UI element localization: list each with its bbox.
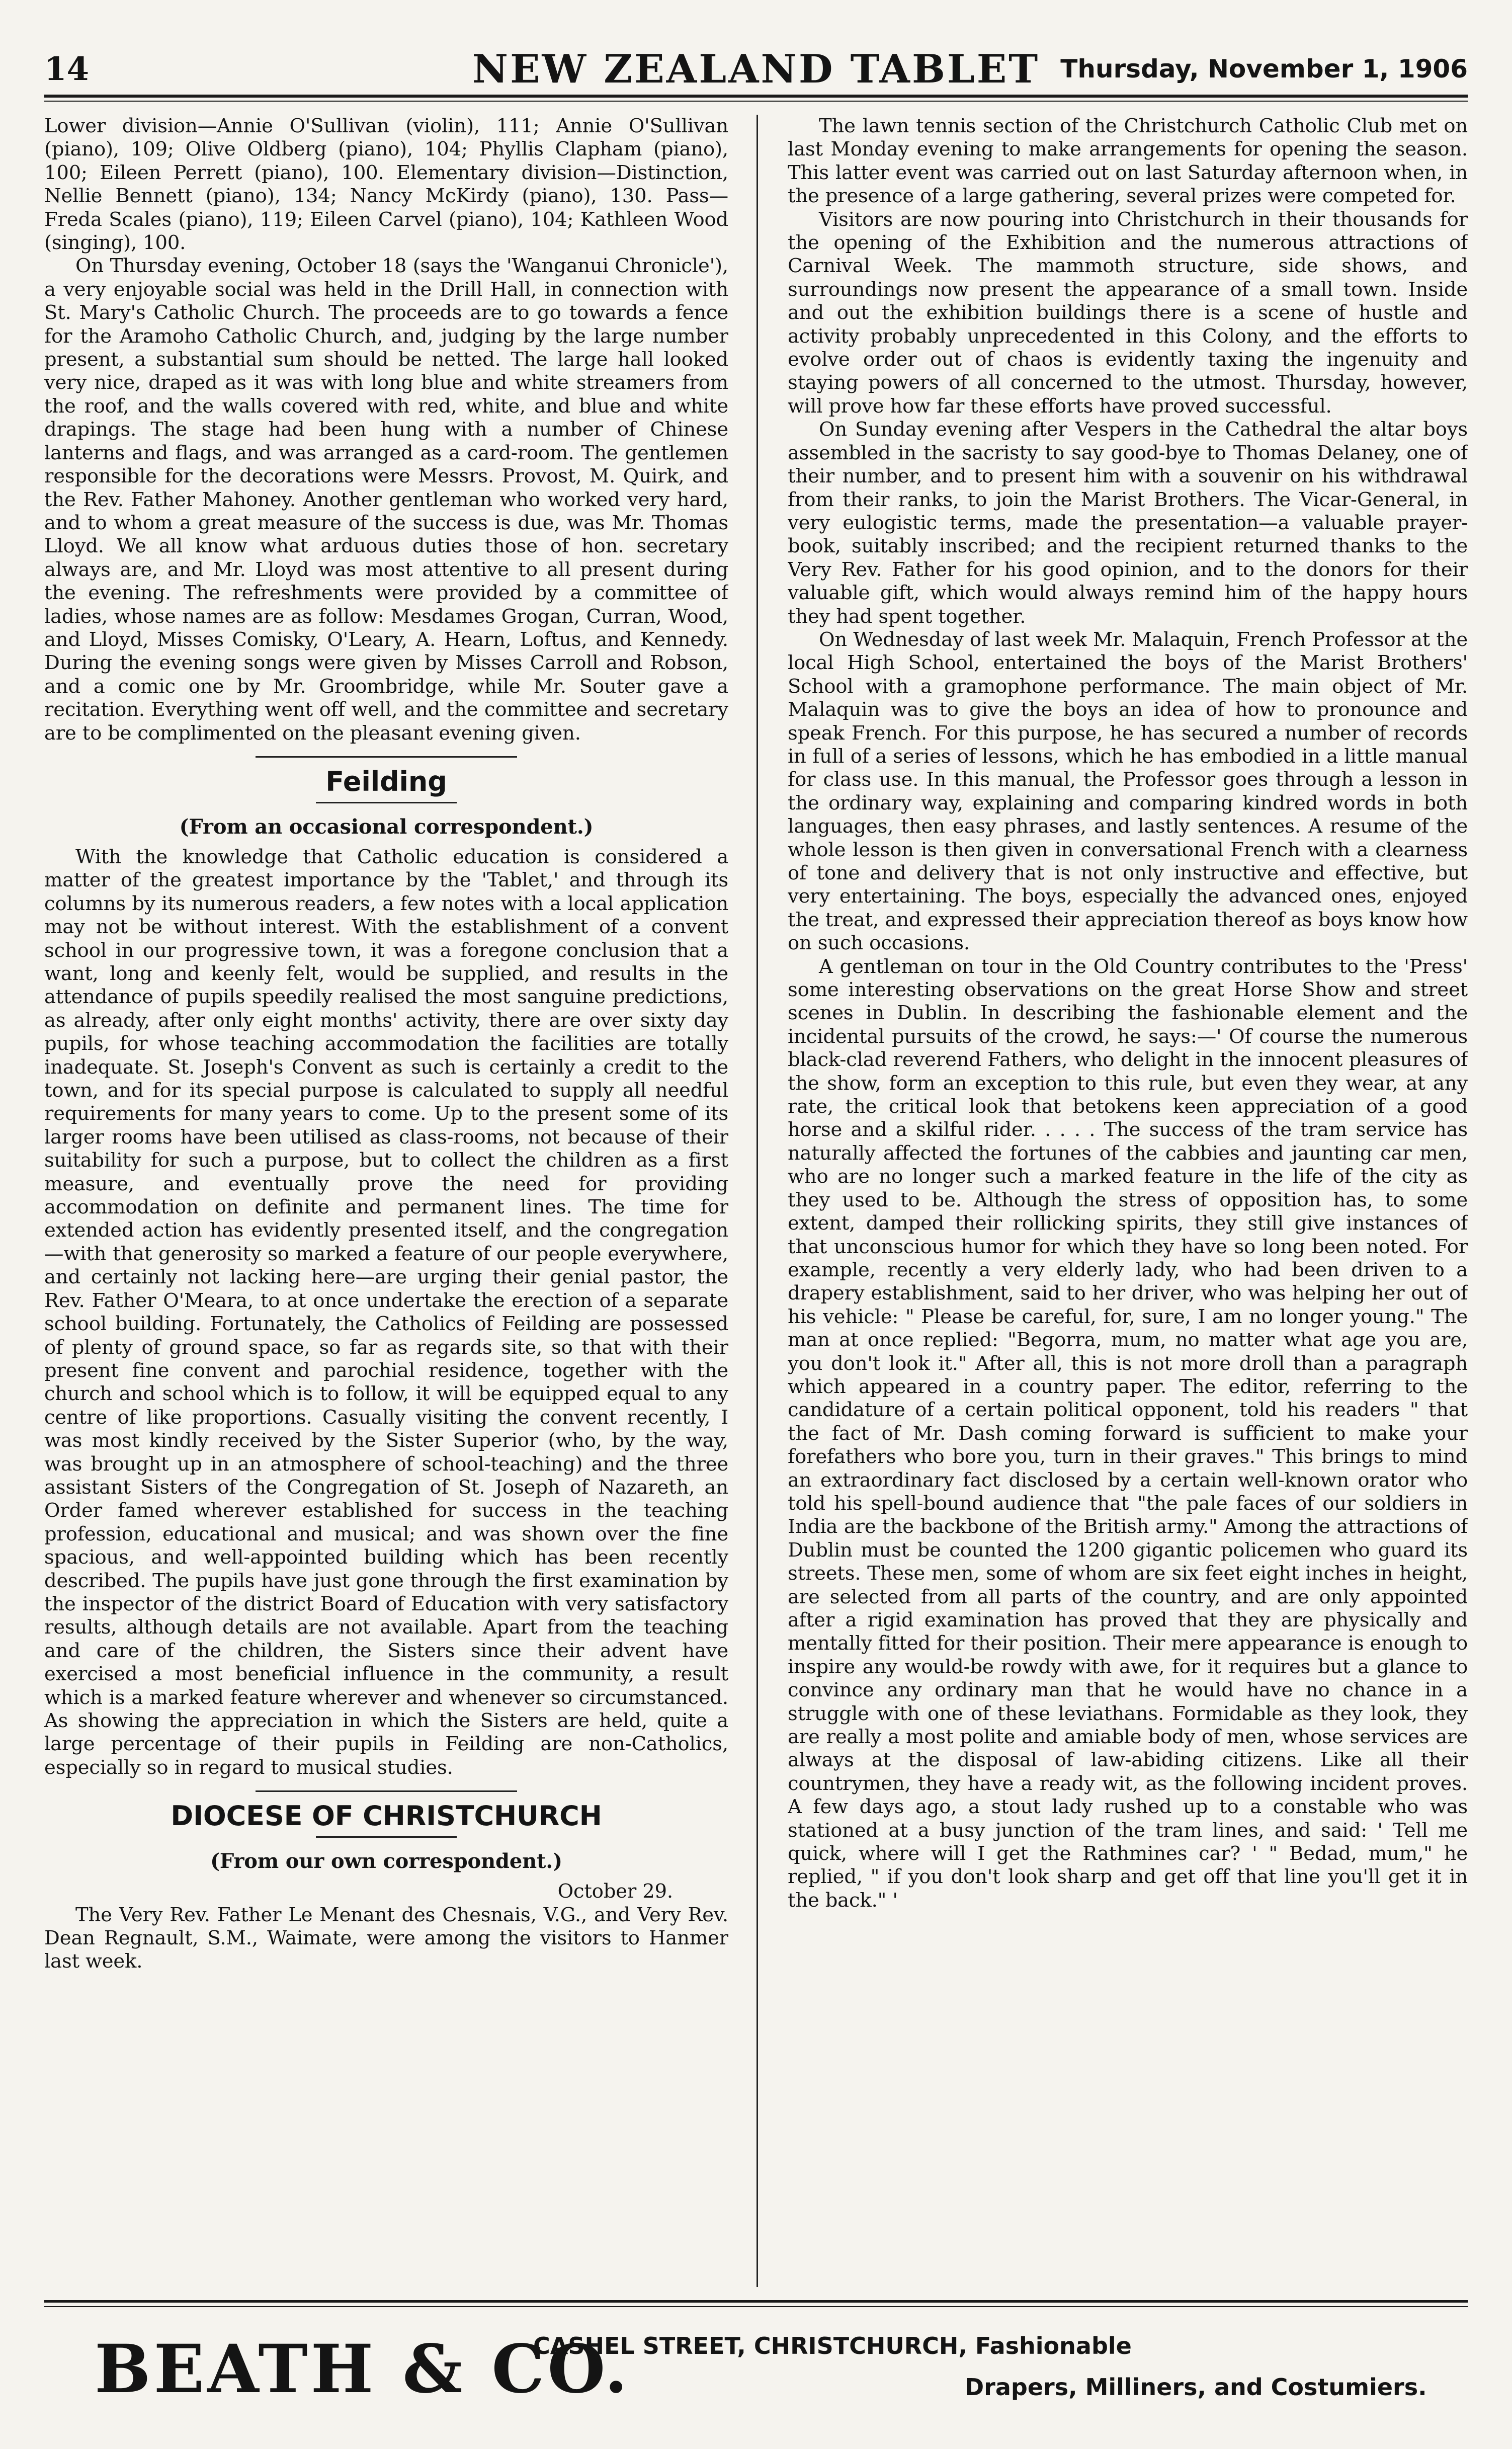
masthead-rule-thin xyxy=(44,101,1468,102)
right-column xyxy=(788,115,1468,2287)
column-divider xyxy=(757,115,758,2287)
advertisement-footer xyxy=(44,2314,1468,2430)
french-lessons-paragraph: On Wednesday of last week Mr. Malaquin, French Professor at the local High School, entertained the boys of the Marist Brothers' School with a gramophone performance. The main object of Mr. Malaquin was to give the boys an idea of how to pronounce and speak French. For this purpose, he has secured a number of records in full of a series of lessons, which he has embodied in a little manual for class use. In this manual, the Professor goes through a lesson in the ordinary way, explaining and comparing kindred words in both languages, then easy phrases, and lastly sentences. A resume of the whole lesson is then given in conversational French with a clearness of tone and delivery that is not only instructive and effective, but very entertaining. The boys, especially the advanced ones, enjoyed the treat, and expressed their appreciation thereof as boys know how on such occasions. xyxy=(788,628,1468,955)
footer-rule xyxy=(44,2300,1468,2303)
exam-results-paragraph: Lower division—Annie O'Sullivan (violin), 111; Annie O'Sullivan (piano), 109; Olive Oldberg (piano), 104; Phyllis Clapham (piano), 100; Eileen Perrett (piano), 100. Elementary division—Distinction, Nellie Bennett (piano), 134; Nancy McKirdy (piano), 130. Pass—Freda Scales (piano), 119; Eileen Carvel (piano), 104; Kathleen Wood (singing), 100. xyxy=(44,115,728,255)
advertiser-name: BEATH & CO. xyxy=(95,2330,631,2408)
page-number: 14 xyxy=(44,50,90,88)
advertiser-address: CASHEL STREET, CHRISTCHURCH, Fashionable xyxy=(533,2332,1132,2359)
footer-rule-thin xyxy=(44,2306,1468,2307)
left-column xyxy=(44,115,728,2287)
christchurch-heading: DIOCESE OF CHRISTCHURCH xyxy=(171,1800,602,1832)
feilding-article-paragraph: With the knowledge that Catholic education is considered a matter of the greatest importance by the 'Tablet,' and through its columns by its numerous readers, a few notes with a local application may not be without interest. With the establishment of a convent school in our progressive town, it was a foregone conclusion that a want, long and keenly felt, would be supplied, and results in the attendance of pupils speedily realised the most sanguine predictions, as already, after only eight months' activity, there are over sixty day pupils, for whose teaching accommodation the facilities are totally inadequate. St. Joseph's Convent as such is certainly a credit to the town, and for its special purpose is calculated to supply all needful requirements for many years to come. Up to the present some of its larger rooms have been utilised as class-rooms, not because of their suitability for such a purpose, but to collect the children as a first measure, and eventually prove the need for providing accommodation on definite and permanent lines. The time for extended action has evidently presented itself, and the congregation—with that generosity so marked a feature of our people everywhere, and certainly not lacking here—are urging their genial pastor, the Rev. Father O'Meara, to at once undertake the erection of a separate school building. Fortunately, the Catholics of Feilding are possessed of plenty of ground space, so far as regards site, so that with their present fine convent and parochial residence, together with the church and school which is to follow, it will be equipped equal to any centre of like proportions. Casually visiting the convent recently, I was most kindly received by the Sister Superior (who, by the way, was brought up in an atmosphere of school-teaching) and the three assistant Sisters of the Congregation of St. Joseph of Nazareth, an Order famed wherever established for success in the teaching profession, educational and musical; and was shown over the fine spacious, and well-appointed building which has been recently described. The pupils have just gone through the first examination by the inspector of the district Board of Education with very satisfactory results, although details are not available. Apart from the teaching and care of the children, the Sisters since their advent have exercised a most beneficial influence in the community, a result which is a marked feature wherever and whenever so circumstanced. As showing the appreciation in which the Sisters are held, quite a large percentage of their pupils in Feilding are non-Catholics, especially so in regard to musical studies. xyxy=(44,845,728,1779)
masthead xyxy=(44,46,1468,93)
lawn-tennis-paragraph: The lawn tennis section of the Christchurch Catholic Club met on last Monday evening to make arrangements for opening the season. This latter event was carried out on last Saturday afternoon when, in the presence of a large gathering, several prizes were competed for. xyxy=(788,115,1468,208)
feilding-byline: (From an occasional correspondent.) xyxy=(179,814,594,839)
christchurch-byline: (From our own correspondent.) xyxy=(210,1849,562,1873)
newspaper-title: NEW ZEALAND TABLET xyxy=(472,46,1040,92)
section-divider xyxy=(256,756,517,758)
issue-date: Thursday, November 1, 1906 xyxy=(1060,54,1468,84)
heading-underline xyxy=(316,1836,457,1838)
article-dateline: October 29. xyxy=(557,1880,673,1903)
altar-boys-paragraph: On Sunday evening after Vespers in the Cathedral the altar boys assembled in the sacristy to say good-bye to Thomas Delaney, one of their number, and to present him with a souvenir on his withdrawal from their ranks, to join the Marist Brothers. The Vicar-General, in very eulogistic terms, made the presentation—a valuable prayer-book, suitably inscribed; and the recipient returned thanks to the Very Rev. Father for his good opinion, and to the donors for their valuable gift, which would always remind him of the happy hours they had spent together. xyxy=(788,418,1468,628)
wanganui-social-paragraph: On Thursday evening, October 18 (says the 'Wanganui Chronicle'), a very enjoyable social was held in the Drill Hall, in connection with St. Mary's Catholic Church. The proceeds are to go towards a fence for the Aramoho Catholic Church, and, judging by the large number present, a substantial sum should be netted. The large hall looked very nice, draped as it was with long blue and white streamers from the roof, and the walls covered with red, white, and blue and white drapings. The stage had been hung with a number of Chinese lanterns and flags, and was arranged as a card-room. The gentlemen responsible for the decorations were Messrs. Provost, M. Quirk, and the Rev. Father Mahoney. Another gentleman who worked very hard, and to whom a great measure of the success is due, was Mr. Thomas Lloyd. We all know what arduous duties those of hon. secretary always are, and Mr. Lloyd was most attentive to all present during the evening. The refreshments were provided by a committee of ladies, whose names are as follow: Mesdames Grogan, Curran, Wood, and Lloyd, Misses Comisky, O'Leary, A. Hearn, Loftus, and Kennedy. During the evening songs were given by Misses Carroll and Robson, and a comic one by Mr. Groombridge, while Mr. Souter gave a recitation. Everything went off well, and the committee and secretary are to be complimented on the pleasant evening given. xyxy=(44,255,728,745)
heading-underline xyxy=(316,802,457,803)
dublin-horse-show-paragraph: A gentleman on tour in the Old Country contributes to the 'Press' some interesting observations on the great Horse Show and street scenes in Dublin. In describing the fashionable element and the incidental pursuits of the crowd, he says:—' Of course the numerous black-clad reverend Fathers, who delight in the innocent pleasures of the show, form an exception to this rule, but even they wear, at any rate, the critical look that betokens keen appreciation of a good horse and a skilful rider. . . . . The success of the tram service has naturally affected the fortunes of the cabbies and jaunting car men, who are no longer such a marked feature in the life of the city as they used to be. Although the stress of opposition has, to some extent, damped their rollicking spirits, they still give instances of that unconscious humor for which they have so long been noted. For example, recently a very elderly lady, who had been driven to a drapery establishment, said to her driver, who was helping her out of his vehicle: " Please be careful, for, sure, I am no longer young." The man at once replied: "Begorra, mum, no matter what age you are, you don't look it." After all, this is not more droll than a paragraph which appeared in a country paper. The editor, referring to the candidature of a certain political opponent, told his readers " that the fact of Mr. Dash coming forward is sufficient to make your forefathers who bore you, turn in their graves." This brings to mind an extraordinary fact disclosed by a certain well-known orator who told his spell-bound audience that "the pale faces of our soldiers in India are the backbone of the British army." Among the attractions of Dublin must be counted the 1200 gigantic policemen who guard its streets. These men, some of whom are six feet eight inches in height, are selected from all parts of the country, and are only appointed after a rigid examination has proved that they are physically and mentally fitted for their position. Their mere appearance is enough to inspire any would-be rowdy with awe, for it requires but a glance to convince any ordinary man that he would have no chance in a struggle with one of these leviathans. Formidable as they look, they are really a most polite and amiable body of men, whose services are always at the disposal of law-abiding citizens. Like all their countrymen, they have a ready wit, as the following incident proves. A few days ago, a stout lady rushed up to a constable who was stationed at a busy junction of the tram lines, and said: ' Tell me quick, where will I get the Rathmines car? ' " Bedad, mum," he replied, " if you don't look sharp and get off that line you'll get it in the back." ' xyxy=(788,955,1468,1912)
hanmer-visitors-paragraph: The Very Rev. Father Le Menant des Chesnais, V.G., and Very Rev. Dean Regnault, S.M., Waimate, were among the visitors to Hanmer last week. xyxy=(44,1903,728,1973)
exhibition-paragraph: Visitors are now pouring into Christchurch in their thousands for the opening of the Exhibition and the numerous attractions of Carnival Week. The mammoth structure, side shows, and surroundings now present the appearance of a small town. Inside and out the exhibition buildings there is a scene of hustle and activity probably unprecedented in this Colony, and the efforts to evolve order out of chaos is evidently taxing the ingenuity and staying powers of all concerned to the utmost. Thursday, however, will prove how far these efforts have proved successful. xyxy=(788,208,1468,418)
advertiser-trades: Drapers, Milliners, and Costumiers. xyxy=(965,2374,1427,2401)
masthead-rule xyxy=(44,95,1468,98)
section-divider xyxy=(256,1790,517,1792)
feilding-heading: Feilding xyxy=(325,765,447,797)
